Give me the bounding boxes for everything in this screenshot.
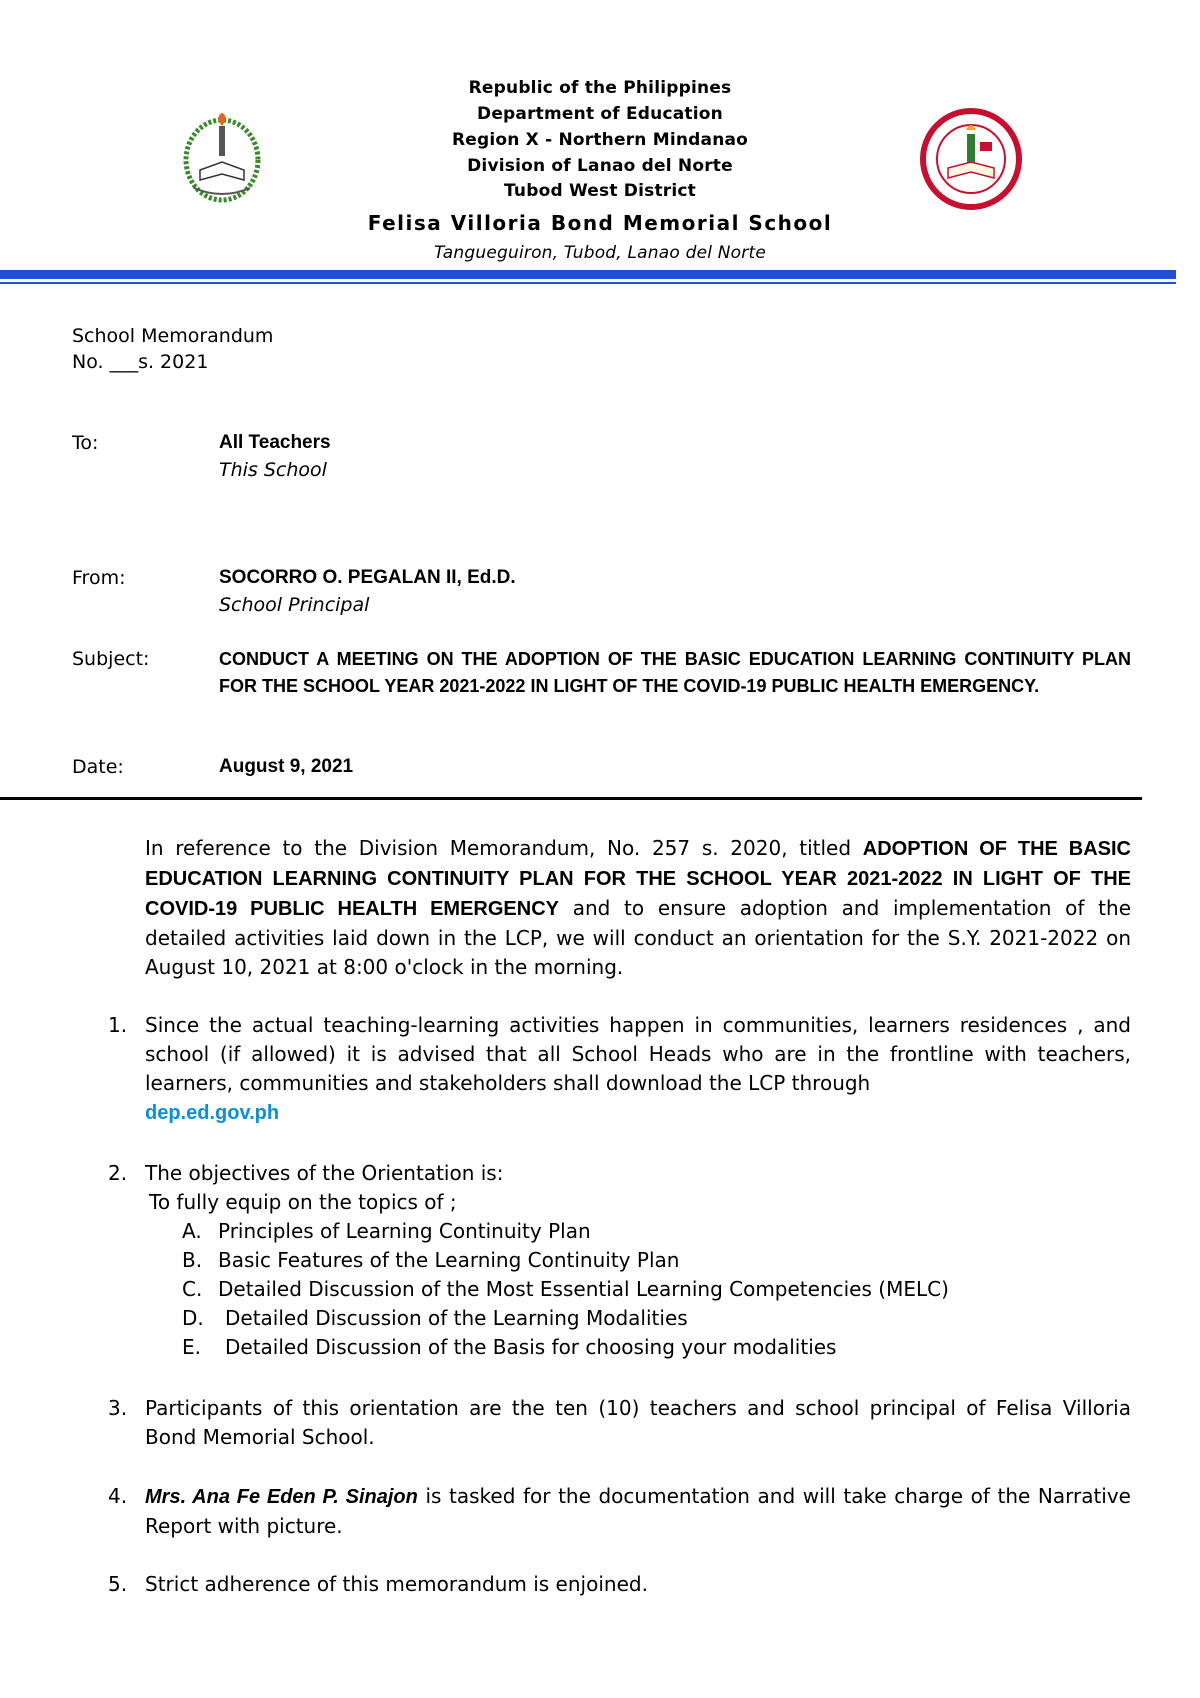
from-label: From:: [72, 567, 126, 589]
subject-value: CONDUCT A MEETING ON THE ADOPTION OF THE BASIC EDUCATION LEARNING CONTINUITY PLAN FOR THE SCHOOL YEAR 2021-2022 IN LIGHT OF THE COVID-19 PUBLIC HEALTH EMERGENCY.: [219, 649, 1131, 696]
header-address: Tangueguiron, Tubod, Lanao del Norte: [433, 243, 766, 263]
header-divider: [0, 270, 1176, 279]
to-label: To:: [72, 432, 99, 454]
objective-b-letter: B.: [182, 1248, 203, 1272]
header-region: Region X - Northern Mindanao: [451, 130, 749, 150]
date-label: Date:: [72, 756, 124, 778]
intro-pre: In reference to the Division Memorandum, No. 257 s. 2020, titled: [145, 836, 863, 860]
item4-number: 4.: [108, 1484, 128, 1508]
objective-e: Detailed Discussion of the Basis for choosing your modalities: [225, 1335, 837, 1359]
header-division: Division of Lanao del Norte: [467, 156, 733, 176]
intro-post: and to ensure adoption and implementation of the detailed activities laid down in the LCP, we will conduct an orientation for the S.Y. 2021-2022 on August 10, 2021 at 8:00 o'clock in the morning.: [145, 896, 1131, 979]
objective-d: Detailed Discussion of the Learning Modalities: [225, 1306, 688, 1330]
item3-text: Participants of this orientation are the ten (10) teachers and school principal of Felisa Villoria Bond Memorial School.: [145, 1396, 1131, 1449]
intro-bold: ADOPTION OF THE BASIC EDUCATION LEARNING CONTINUITY PLAN FOR THE SCHOOL YEAR 2021-2022 IN LIGHT OF THE COVID-19 PUBLIC HEALTH EMERGENCY: [145, 838, 1131, 920]
memo-divider: [0, 797, 1142, 800]
item1-text: Since the actual teaching-learning activities happen in communities, learners residences , and school (if allowed) it is advised that all School Heads who are in the frontline with teachers, learners, communities and stakeholders shall download the LCP through: [145, 1013, 1131, 1095]
deped-link[interactable]: dep.ed.gov.ph: [145, 1102, 280, 1124]
objective-c: Detailed Discussion of the Most Essential Learning Competencies (MELC): [218, 1277, 949, 1301]
objective-a-letter: A.: [182, 1219, 202, 1243]
objective-b: Basic Features of the Learning Continuity Plan: [218, 1248, 680, 1272]
item4-paragraph: [145, 1482, 1131, 1541]
item3-number: 3.: [108, 1396, 128, 1420]
objective-c-letter: C.: [182, 1277, 203, 1301]
objective-a: Principles of Learning Continuity Plan: [218, 1219, 591, 1243]
objective-d-letter: D.: [182, 1306, 204, 1330]
to-value: All Teachers: [219, 432, 331, 453]
item1-paragraph: [145, 1011, 1131, 1128]
item2-text: The objectives of the Orientation is:: [145, 1161, 504, 1185]
memo-title: School Memorandum: [72, 325, 274, 347]
item4-text: is tasked for the documentation and will take charge of the Narrative Report with picture.: [145, 1484, 1131, 1538]
item5-number: 5.: [108, 1572, 128, 1596]
to-sub: This School: [219, 459, 327, 481]
item1-number: 1.: [108, 1013, 128, 1037]
item2-number: 2.: [108, 1161, 128, 1185]
memo-number: No. ___s. 2021: [72, 351, 209, 373]
header-department: Department of Education: [477, 104, 723, 124]
item4-name: Mrs. Ana Fe Eden P. Sinajon: [145, 1486, 418, 1508]
item2-lead: To fully equip on the topics of ;: [149, 1190, 457, 1214]
date-value: August 9, 2021: [219, 756, 354, 777]
header-country: Republic of the Philippines: [468, 78, 732, 98]
header-district: Tubod West District: [503, 181, 696, 201]
header-school-name: Felisa Villoria Bond Memorial School: [367, 211, 833, 235]
objective-e-letter: E.: [182, 1335, 201, 1359]
subject-label: Subject:: [72, 648, 150, 670]
from-value: SOCORRO O. PEGALAN II, Ed.D.: [219, 567, 516, 588]
from-sub: School Principal: [219, 594, 370, 616]
intro-paragraph: [145, 834, 1131, 982]
header-divider-thin: [0, 282, 1176, 284]
item5-text: Strict adherence of this memorandum is enjoined.: [145, 1572, 648, 1596]
